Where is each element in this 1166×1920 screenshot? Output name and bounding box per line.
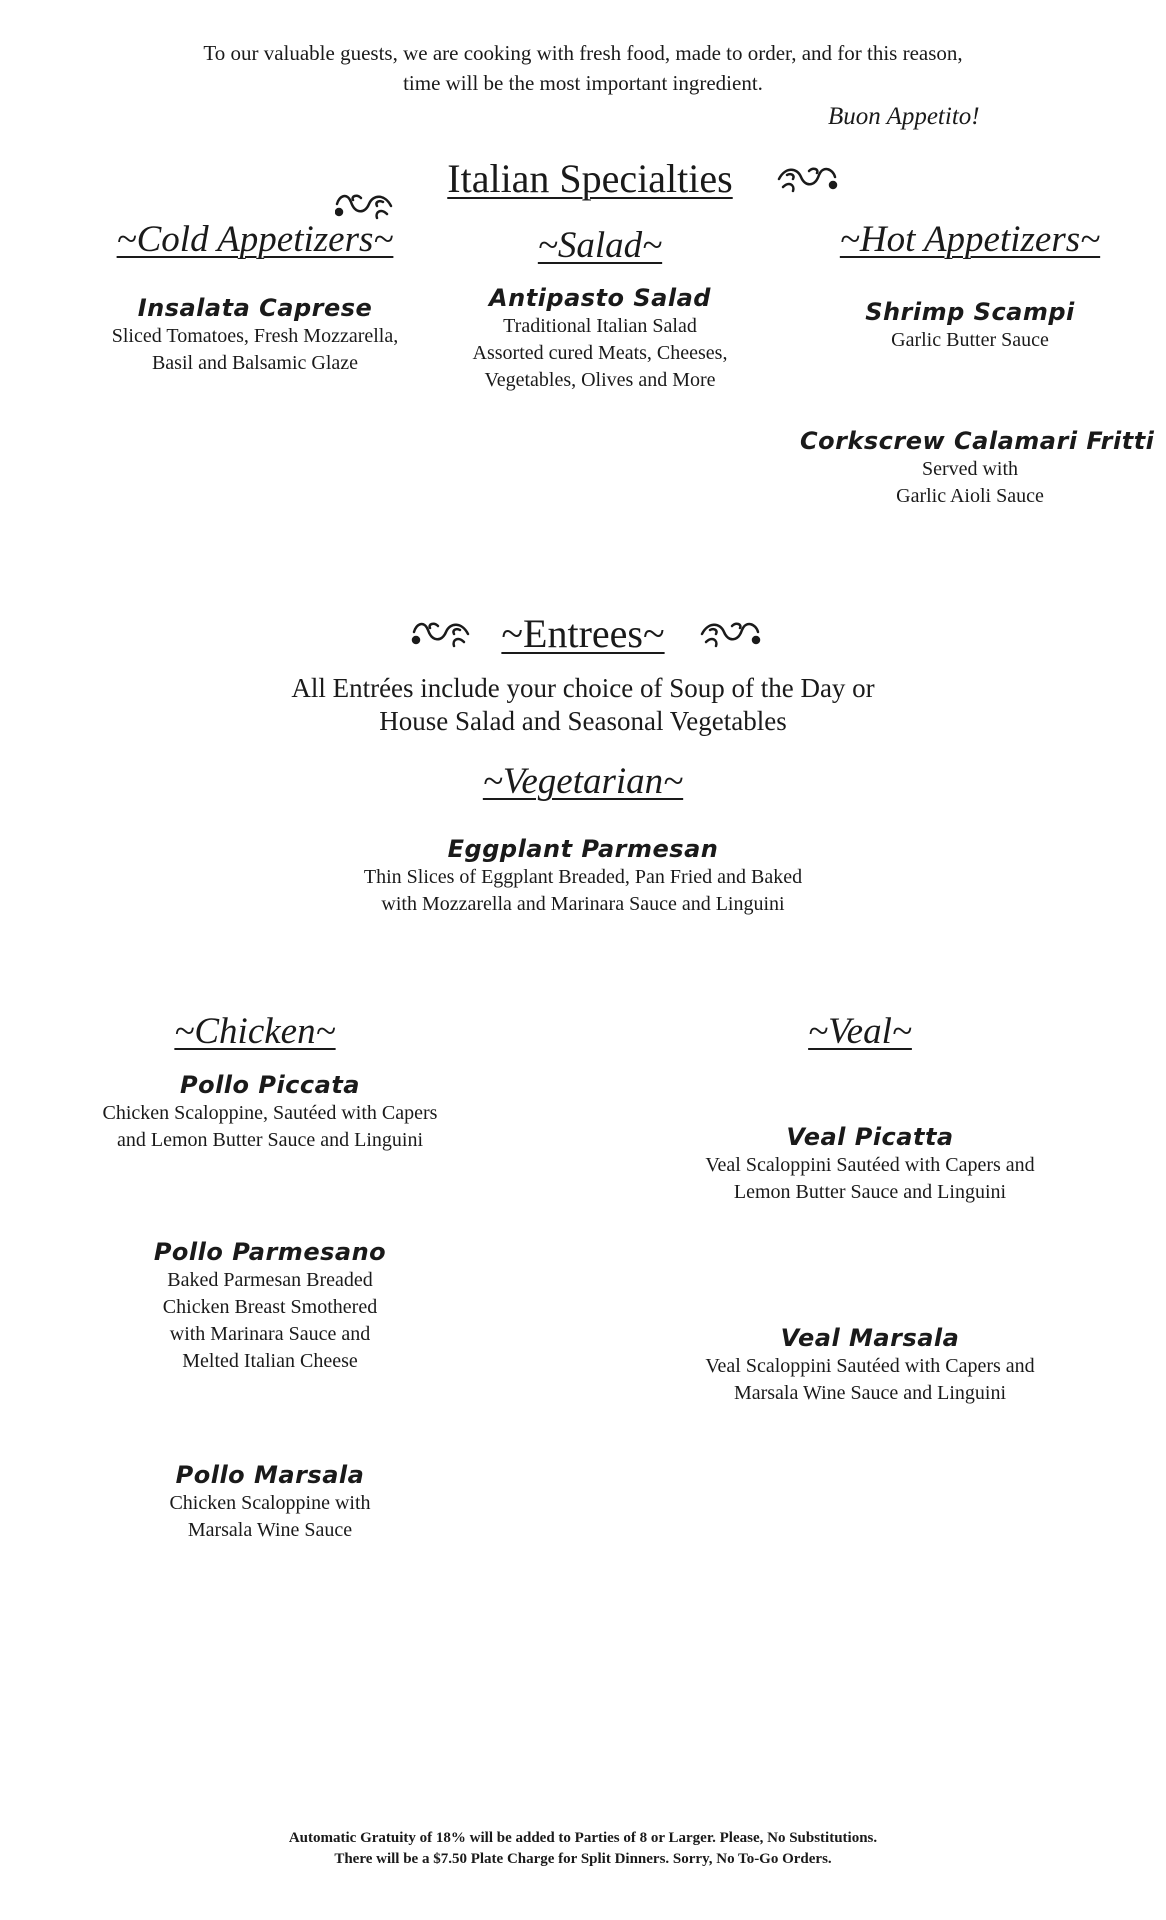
item-description: Sliced Tomatoes, Fresh Mozzarella, Basil and Balsamic Glaze xyxy=(111,325,399,374)
menu-item xyxy=(233,834,933,918)
veal-heading: ~Veal~ xyxy=(808,1011,912,1052)
item-description: Garlic Butter Sauce xyxy=(891,329,1049,351)
page-title: Italian Specialties xyxy=(447,156,733,201)
item-name: Eggplant Parmesan xyxy=(447,835,719,863)
salad-heading: ~Salad~ xyxy=(537,225,663,266)
item-name: Pollo Piccata xyxy=(179,1071,360,1099)
item-name: Veal Marsala xyxy=(780,1324,960,1352)
item-description: Veal Scaloppini Sautéed with Capers and Lemon Butter Sauce and Linguini xyxy=(705,1154,1035,1203)
item-name: Antipasto Salad xyxy=(489,284,711,312)
item-name: Shrimp Scampi xyxy=(865,298,1075,326)
footer-note: Automatic Gratuity of 18% will be added to Parties of 8 or Larger. Please, No Substitutions. There will be a $7.50 Plate Charge for Split Dinners. Sorry, No To-Go Orders. xyxy=(288,1830,878,1867)
item-name: Pollo Marsala xyxy=(175,1461,365,1489)
menu-item xyxy=(40,1460,500,1544)
flourish-right-icon xyxy=(775,163,839,200)
vegetarian-heading: ~Vegetarian~ xyxy=(482,761,684,802)
menu-item xyxy=(800,297,1140,354)
entrees-heading: ~Entrees~ xyxy=(501,611,665,656)
menu-item xyxy=(640,1323,1100,1407)
hot-appetizers-heading: ~Hot Appetizers~ xyxy=(839,219,1101,260)
intro-line-2: time will be the most important ingredient. xyxy=(403,71,763,95)
item-name: Veal Picatta xyxy=(786,1123,954,1151)
item-description: Served with Garlic Aioli Sauce xyxy=(896,458,1044,507)
item-description: Thin Slices of Eggplant Breaded, Pan Fried and Baked with Mozzarella and Marinara Sauce and Linguini xyxy=(363,866,803,915)
item-description: Veal Scaloppini Sautéed with Capers and Marsala Wine Sauce and Linguini xyxy=(705,1355,1035,1404)
menu-item xyxy=(40,1237,500,1375)
intro-text xyxy=(0,38,1166,98)
menu-item xyxy=(40,293,470,377)
signoff: Buon Appetito! xyxy=(828,103,980,130)
menu-item xyxy=(420,283,780,394)
menu-item xyxy=(40,1070,500,1154)
entrees-note: All Entrées include your choice of Soup of the Day or House Salad and Seasonal Vegetables xyxy=(291,673,875,736)
intro-line-1: To our valuable guests, we are cooking with fresh food, made to order, and for this reason, xyxy=(203,41,963,65)
flourish-left-icon xyxy=(410,618,474,655)
item-name: Pollo Parmesano xyxy=(153,1238,387,1266)
item-name: Corkscrew Calamari Fritti xyxy=(800,427,1155,455)
menu-item xyxy=(800,426,1155,510)
menu-item xyxy=(640,1122,1100,1206)
item-description: Chicken Scaloppine with Marsala Wine Sauce xyxy=(169,1492,371,1541)
cold-appetizers-heading: ~Cold Appetizers~ xyxy=(116,219,394,260)
chicken-heading: ~Chicken~ xyxy=(174,1011,336,1052)
item-description: Traditional Italian Salad Assorted cured Meats, Cheeses, Vegetables, Olives and More xyxy=(472,315,728,391)
item-description: Baked Parmesan Breaded Chicken Breast Smothered with Marinara Sauce and Melted Italian Cheese xyxy=(162,1269,378,1372)
item-description: Chicken Scaloppine, Sautéed with Capers and Lemon Butter Sauce and Linguini xyxy=(102,1102,438,1151)
item-name: Insalata Caprese xyxy=(137,294,373,322)
flourish-right-icon xyxy=(698,618,762,655)
